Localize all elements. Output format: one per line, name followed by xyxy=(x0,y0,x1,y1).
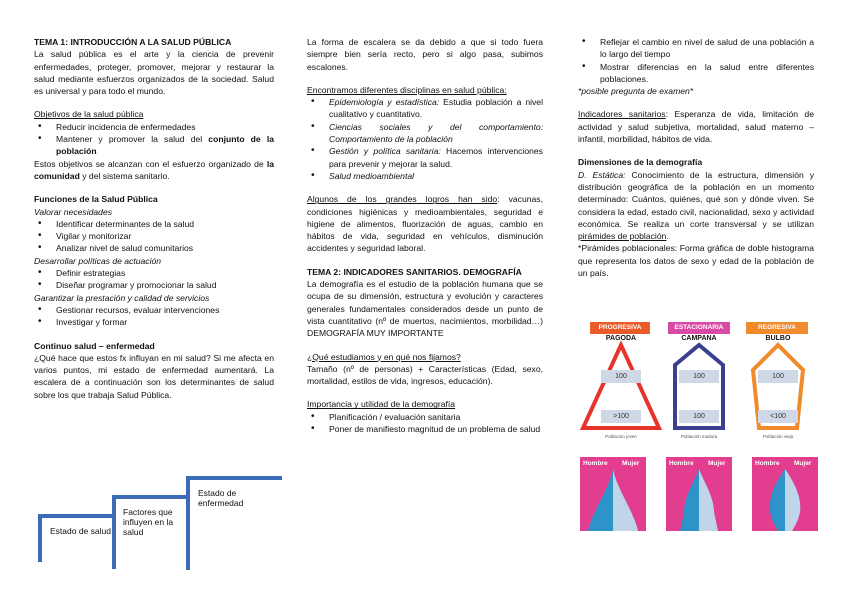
pyramid-1-right xyxy=(613,469,638,531)
dimensiones-paragraph: D. Estática: Conocimiento de la estructura, dimensión y distribución geográfica de la población en un momento determinado: Cuántos, quiénes, qué son y dónde viven. Se considera la edad, estado civil, nacionalidad, sexo y actividad económica. Se realiza un corte transversal y se utilizan pirámides de población. xyxy=(578,169,814,242)
mujer-label: Mujer xyxy=(794,460,812,467)
list-item: • Mostrar diferencias en la salud entre diferentes poblaciones. xyxy=(578,61,814,86)
hombre-label: Hombre xyxy=(755,460,780,467)
label-regresiva: REGRESIVA xyxy=(758,324,796,331)
dimensiones-heading: Dimensiones de la demografía xyxy=(578,157,703,168)
stair-label-3: Estado de enfermedad xyxy=(198,488,244,508)
exam-note: *posible pregunta de examen* xyxy=(578,86,694,97)
name-pagoda: PAGODA xyxy=(605,335,637,342)
population-pyramid-1 xyxy=(580,457,646,531)
bulbo-top-value: 100 xyxy=(758,370,798,383)
importancia-heading: Importancia y utilidad de la demografía xyxy=(307,399,456,410)
pyramid-2-shape xyxy=(666,457,732,531)
pyramid-1-shape xyxy=(580,457,646,531)
stair-step-3 xyxy=(186,476,282,570)
pagoda-bottom-value: >100 xyxy=(601,410,641,423)
pyramid-3-shape xyxy=(752,457,818,531)
hombre-label: Hombre xyxy=(583,460,608,467)
disciplinas-heading: Encontramos diferentes disciplinas en salud pública: xyxy=(307,84,507,95)
campana-bottom-value: 100 xyxy=(679,410,719,423)
logros-paragraph: Algunos de los grandes logros han sido: vacunas, condiciones higiénicas y medioambientales, seguridad e higiene de alimentos, fluorización de aguas, cambio en hábitos de vida, seguridad en vehículos, disminución accidentes y seguridad laboral. xyxy=(307,194,543,254)
list-item: • Analizar nivel de salud comunitarios xyxy=(34,242,274,254)
piramides-paragraph: *Pirámides poblacionales: Forma gráfica de doble histograma que representa los datos de sexo y edad de la población de un país. xyxy=(578,243,814,279)
campana-top-value: 100 xyxy=(679,370,719,383)
funciones-sub-1: Valorar necesidades xyxy=(34,206,113,217)
tema2-title: TEMA 2: INDICADORES SANITARIOS. DEMOGRAFÍA xyxy=(307,266,522,277)
pagoda-top-value: 100 xyxy=(601,370,641,383)
objetivos-heading: Objetivos de la salud pública xyxy=(34,109,144,120)
pyramid-types-figure xyxy=(578,320,818,440)
hombre-label: Hombre xyxy=(669,460,694,467)
caption-joven: Población joven xyxy=(605,434,637,439)
stair-label-1: Estado de salud xyxy=(50,526,111,536)
list-item: • Definir estrategias xyxy=(34,267,274,279)
column-1 xyxy=(34,36,274,401)
population-pyramid-3 xyxy=(752,457,818,531)
list-item: • Vigilar y monitorizar xyxy=(34,230,274,242)
list-item: • Planificación / evaluación sanitaria xyxy=(307,411,543,423)
list-item: • Identificar determinantes de la salud xyxy=(34,218,274,230)
objetivos-paragraph: Estos objetivos se alcanzan con el esfuerzo organizado de la comunidad y del sistema sanitario. xyxy=(34,158,274,181)
stair-diagram xyxy=(38,476,278,556)
escalera-paragraph: La forma de escalera se da debido a que si todo fuera siempre bien sería recto, pero si algo pasa, subimos escalones. xyxy=(307,37,543,72)
que-estudiamos-heading: ¿Qué estudiamos y en qué nos fijamos? xyxy=(307,351,461,362)
list-item: • Ciencias sociales y del comportamiento: Comportamiento de la población xyxy=(307,121,543,146)
population-pyramid-2 xyxy=(666,457,732,531)
pyramid-2-right xyxy=(699,469,718,531)
list-item: • Epidemiología y estadística: Estudia población a nivel cualitativo y cuantitativo. xyxy=(307,96,543,121)
funciones-sub-3: Garantizar la prestación y calidad de servicios xyxy=(34,292,210,303)
list-item: • Reflejar el cambio en nivel de salud de una población a lo largo del tiempo xyxy=(578,36,814,61)
mujer-label: Mujer xyxy=(622,460,640,467)
list-item: • Reducir incidencia de enfermedades xyxy=(34,121,274,133)
list-item: • Mantener y promover la salud del conjunto de la población xyxy=(34,133,274,158)
caption-vieja: Población vieja xyxy=(762,434,794,439)
column-2 xyxy=(307,36,543,435)
que-estudiamos-paragraph: Tamaño (nº de personas) + Características (Edad, sexo, mortalidad, estilos de vida, ingresos, educación). xyxy=(307,363,543,387)
list-item: • Investigar y formar xyxy=(34,316,274,328)
label-estacionaria: ESTACIONARIA xyxy=(674,324,724,331)
salud-publica-definition: La salud pública es el arte y la ciencia de prevenir enfermedades, proteger, promover, mejorar y restaurar la salud mediante esfuerzos organizados de la sociedad. Salud es universal y para todo el mundo. xyxy=(34,49,274,97)
list-item: • Salud medioambiental xyxy=(307,170,543,182)
column-3 xyxy=(578,36,814,279)
continuo-heading: Continuo salud – enfermedad xyxy=(34,340,155,351)
list-item: • Poner de manifiesto magnitud de un problema de salud xyxy=(307,423,543,435)
funciones-heading: Funciones de la Salud Pública xyxy=(34,194,158,205)
name-campana: CAMPANA xyxy=(681,335,717,342)
bulbo-bottom-value: <100 xyxy=(758,410,798,423)
pyramid-3-right xyxy=(785,469,800,531)
tema1-title: TEMA 1: INTRODUCCIÓN A LA SALUD PÚBLICA xyxy=(34,37,232,47)
funciones-sub-2: Desarrollar políticas de actuación xyxy=(34,255,162,266)
mujer-label: Mujer xyxy=(708,460,726,467)
stair-label-2: Factores que influyen en la salud xyxy=(123,507,174,537)
list-item: • Gestión y política sanitaria: Hacemos intervenciones para prevenir y mejorar la salud. xyxy=(307,145,543,170)
list-item: • Gestionar recursos, evaluar intervenciones xyxy=(34,304,274,316)
caption-madura: Población madura xyxy=(680,434,718,439)
indicadores-paragraph: Indicadores sanitarios: Esperanza de vida, limitación de actividad y salud subjetiva, mortalidad, salud materno – infantil, morbilidad, hábitos de vida. xyxy=(578,109,814,145)
demografia-definition: La demografía es el estudio de la población humana que se ocupa de su dimensión, estructura y evolución y caracteres generales fundamentales considerados desde un punto de vista cuantitativo (nº de muertos, nacimientos, morbilidad…) DEMOGRAFÍA MUY IMPORTANTE xyxy=(307,279,543,339)
name-bulbo: BULBO xyxy=(765,335,791,342)
list-item: • Diseñar programar y promocionar la salud xyxy=(34,279,274,291)
continuo-paragraph: ¿Qué hace que estos fx influyan en mi salud? Si me afecta en varios puntos, mi estado de enfermedad aumentará. La escalera de a continuación son los determinantes de salud sobre los que trabaja Salud Pública. xyxy=(34,352,274,400)
label-progresiva: PROGRESIVA xyxy=(598,324,642,331)
objetivos-list xyxy=(34,121,274,158)
